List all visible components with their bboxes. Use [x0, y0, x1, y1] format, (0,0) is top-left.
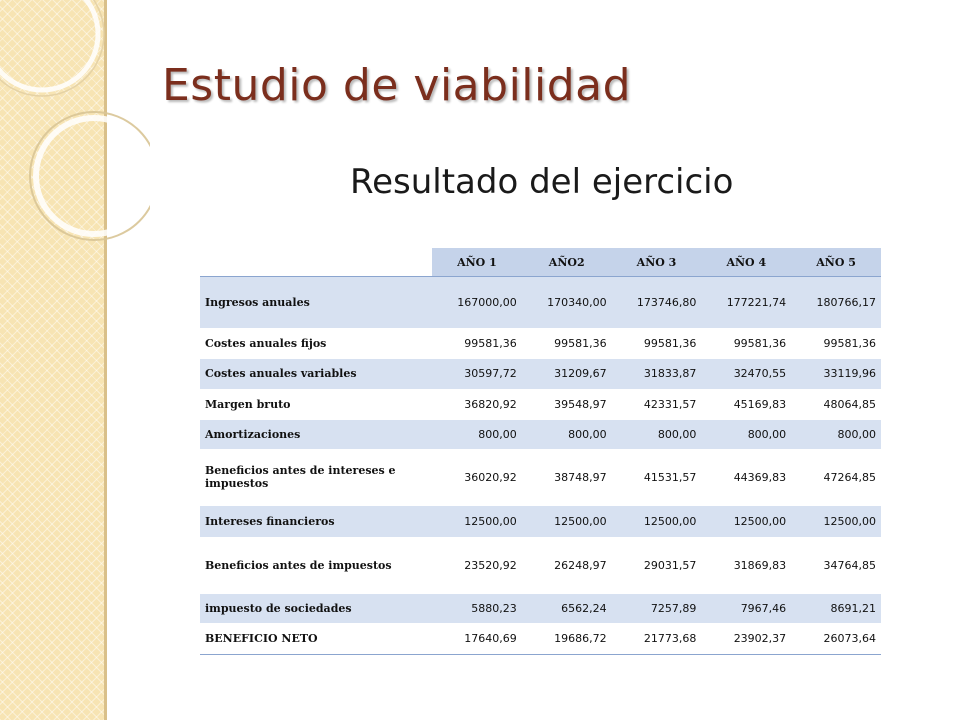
table-cell: 23902,37	[701, 623, 791, 655]
table-cell: 33119,96	[791, 359, 881, 389]
table-cell: 44369,83	[733, 470, 787, 484]
table-cell: 99581,36	[733, 336, 787, 350]
table-cell: 12500,00	[522, 506, 612, 537]
row-label: Ingresos anuales	[200, 277, 432, 328]
table-cell: 800,00	[701, 420, 791, 449]
table-row	[200, 537, 881, 594]
table-cell: 99581,36	[823, 336, 876, 350]
row-label: Margen bruto	[205, 397, 291, 411]
table-row	[200, 506, 881, 537]
table-cell: 21773,68	[612, 623, 702, 655]
table-cell: 7257,89	[612, 594, 702, 623]
table-cell: 12500,00	[612, 506, 702, 537]
results-table	[200, 248, 881, 655]
table-cell: 99581,36	[643, 336, 697, 350]
table-cell: 12500,00	[791, 506, 881, 537]
table-cell: 36820,92	[464, 397, 517, 411]
table-cell: 31833,87	[612, 359, 702, 389]
table-cell: 48064,85	[823, 397, 876, 411]
header-corner-cell	[200, 248, 432, 277]
table-row	[200, 359, 881, 389]
column-header: AÑO 3	[612, 248, 702, 277]
table-cell: 29031,57	[643, 558, 697, 572]
table-row	[200, 420, 881, 449]
table-row	[200, 594, 881, 623]
column-header: AÑO 5	[791, 248, 881, 277]
table-cell: 17640,69	[432, 623, 522, 655]
table-header-row	[200, 248, 881, 277]
table-row	[200, 389, 881, 420]
table-cell: 12500,00	[432, 506, 522, 537]
row-label: Beneficios antes de intereses e impuestos	[205, 464, 396, 490]
column-header: AÑO 4	[701, 248, 791, 277]
table-cell: 6562,24	[522, 594, 612, 623]
table-cell: 8691,21	[791, 594, 881, 623]
table-cell: 38748,97	[554, 470, 607, 484]
column-header: AÑO 1	[432, 248, 522, 277]
decorative-circles	[0, 0, 150, 260]
row-label: Costes anuales fijos	[205, 336, 327, 350]
table-cell: 26248,97	[554, 558, 607, 572]
table-cell: 34764,85	[823, 558, 876, 572]
row-label: impuesto de sociedades	[200, 594, 432, 623]
table-cell: 31869,83	[733, 558, 787, 572]
table-cell: 26073,64	[791, 623, 881, 655]
table-cell: 39548,97	[554, 397, 607, 411]
table-cell: 23520,92	[464, 558, 517, 572]
table-cell: 99581,36	[464, 336, 517, 350]
table-cell: 800,00	[432, 420, 522, 449]
table-cell: 42331,57	[643, 397, 697, 411]
slide-subtitle: Resultado del ejercicio	[350, 162, 734, 202]
table-cell: 800,00	[522, 420, 612, 449]
table-cell: 47264,85	[823, 470, 876, 484]
table-cell: 170340,00	[522, 277, 612, 328]
table-cell: 177221,74	[701, 277, 791, 328]
row-label: Beneficios antes de impuestos	[205, 558, 392, 572]
table-cell: 45169,83	[733, 397, 787, 411]
column-header: AÑO2	[522, 248, 612, 277]
table-cell: 30597,72	[432, 359, 522, 389]
row-label: Intereses financieros	[200, 506, 432, 537]
table-cell: 12500,00	[701, 506, 791, 537]
table-cell: 800,00	[791, 420, 881, 449]
row-label: Costes anuales variables	[200, 359, 432, 389]
row-label: BENEFICIO NETO	[200, 623, 432, 655]
table-row	[200, 623, 881, 655]
table-cell: 7967,46	[701, 594, 791, 623]
table-row	[200, 449, 881, 506]
table-cell: 32470,55	[701, 359, 791, 389]
slide-title: Estudio de viabilidad	[162, 60, 632, 111]
table-row	[200, 277, 881, 328]
row-label: Amortizaciones	[200, 420, 432, 449]
table-cell: 167000,00	[432, 277, 522, 328]
table-cell: 41531,57	[643, 470, 697, 484]
table-cell: 180766,17	[791, 277, 881, 328]
table-cell: 800,00	[612, 420, 702, 449]
table-row	[200, 328, 881, 359]
table-cell: 5880,23	[432, 594, 522, 623]
table-cell: 173746,80	[612, 277, 702, 328]
table-cell: 19686,72	[522, 623, 612, 655]
table-cell: 31209,67	[522, 359, 612, 389]
table-cell: 99581,36	[554, 336, 607, 350]
table-cell: 36020,92	[464, 470, 517, 484]
